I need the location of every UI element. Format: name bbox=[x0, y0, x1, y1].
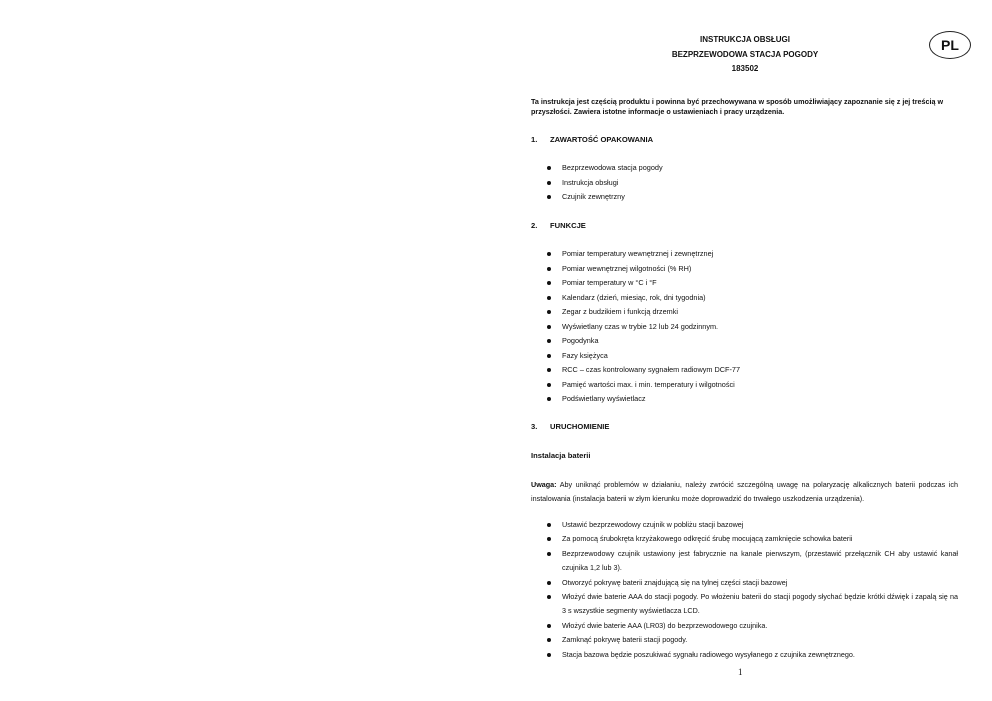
section-number: 1. bbox=[531, 135, 538, 144]
subheading-battery-install: Instalacja baterii bbox=[531, 451, 591, 460]
section-number: 3. bbox=[531, 422, 538, 431]
functions-list bbox=[547, 247, 740, 407]
step-item: Ustawić bezprzewodowy czujnik w pobliżu stacji bazowej bbox=[547, 518, 958, 532]
step-item: Stacja bazowa będzie poszukiwać sygnału radiowego wysyłanego z czujnika zewnętrznego. bbox=[547, 648, 958, 662]
list-item: Pogodynka bbox=[547, 334, 740, 349]
intro-paragraph: Ta instrukcja jest częścią produktu i powinna być przechowywana w sposób umożliwiający zapoznanie się z jej treścią w przyszłości. Zawiera istotne informacje o ustawieniach i pracy urządzenia. bbox=[531, 97, 944, 116]
product-name: BEZPRZEWODOWA STACJA POGODY bbox=[671, 49, 819, 59]
manual-title: INSTRUKCJA OBSŁUGI bbox=[700, 35, 790, 44]
step-item: Bezprzewodowy czujnik ustawiony jest fabrycznie na kanale pierwszym, (przestawić przełącznik CH aby ustawić kanał czujnika 1,2 lub 3). bbox=[547, 547, 958, 576]
language-badge: PL bbox=[929, 31, 971, 59]
list-item: Wyświetlany czas w trybie 12 lub 24 godzinnym. bbox=[547, 320, 740, 335]
list-item: Fazy księżyca bbox=[547, 349, 740, 364]
warning-label: Uwaga: bbox=[531, 480, 557, 489]
document-header bbox=[530, 33, 960, 77]
step-item: Zamknąć pokrywę baterii stacji pogody. bbox=[547, 633, 958, 647]
installation-steps bbox=[547, 518, 958, 662]
step-item: Za pomocą śrubokręta krzyżakowego odkręcić śrubę mocującą zamknięcie schowka baterii bbox=[547, 532, 958, 546]
section-title: ZAWARTOŚĆ OPAKOWANIA bbox=[550, 135, 654, 144]
list-item: Zegar z budzikiem i funkcją drzemki bbox=[547, 305, 740, 320]
list-item: Podświetlany wyświetlacz bbox=[547, 392, 740, 407]
list-item: Pomiar wewnętrznej wilgotności (% RH) bbox=[547, 262, 740, 277]
section-title: FUNKCJE bbox=[550, 221, 586, 230]
list-item: Bezprzewodowa stacja pogody bbox=[547, 161, 663, 176]
warning-text: Aby uniknąć problemów w działaniu, należy zwrócić szczególną uwagę na polaryzację alkalicznych baterii podczas ich instalowania (instalacja baterii w złym kierunku może doprowadzić do trwałego uszkodzenia urządzenia). bbox=[531, 480, 958, 504]
contents-list bbox=[547, 161, 663, 205]
step-item: Włożyć dwie baterie AAA (LR03) do bezprzewodowego czujnika. bbox=[547, 619, 958, 633]
list-item: Kalendarz (dzień, miesiąc, rok, dni tygodnia) bbox=[547, 291, 740, 306]
list-item: Pamięć wartości max. i min. temperatury i wilgotności bbox=[547, 378, 740, 393]
page-number: 1 bbox=[738, 667, 743, 677]
step-item: Otworzyć pokrywę baterii znajdującą się na tylnej części stacji bazowej bbox=[547, 576, 958, 590]
section-number: 2. bbox=[531, 221, 538, 230]
section-title: URUCHOMIENIE bbox=[550, 422, 610, 431]
list-item: RCC – czas kontrolowany sygnałem radiowym DCF-77 bbox=[547, 363, 740, 378]
section-heading-contents bbox=[531, 135, 653, 144]
product-code: 183502 bbox=[731, 64, 759, 73]
section-heading-functions bbox=[531, 221, 586, 230]
list-item: Czujnik zewnętrzny bbox=[547, 190, 663, 205]
section-heading-startup bbox=[531, 422, 610, 431]
list-item: Instrukcja obsługi bbox=[547, 176, 663, 191]
list-item: Pomiar temperatury w °C i °F bbox=[547, 276, 740, 291]
step-item: Włożyć dwie baterie AAA do stacji pogody. Po włożeniu baterii do stacji pogody słychać będzie krótki dźwięk i zapalą się na 3 s wszystkie segmenty wyświetlacza LCD. bbox=[547, 590, 958, 619]
warning-paragraph bbox=[531, 478, 958, 507]
list-item: Pomiar temperatury wewnętrznej i zewnętrznej bbox=[547, 247, 740, 262]
